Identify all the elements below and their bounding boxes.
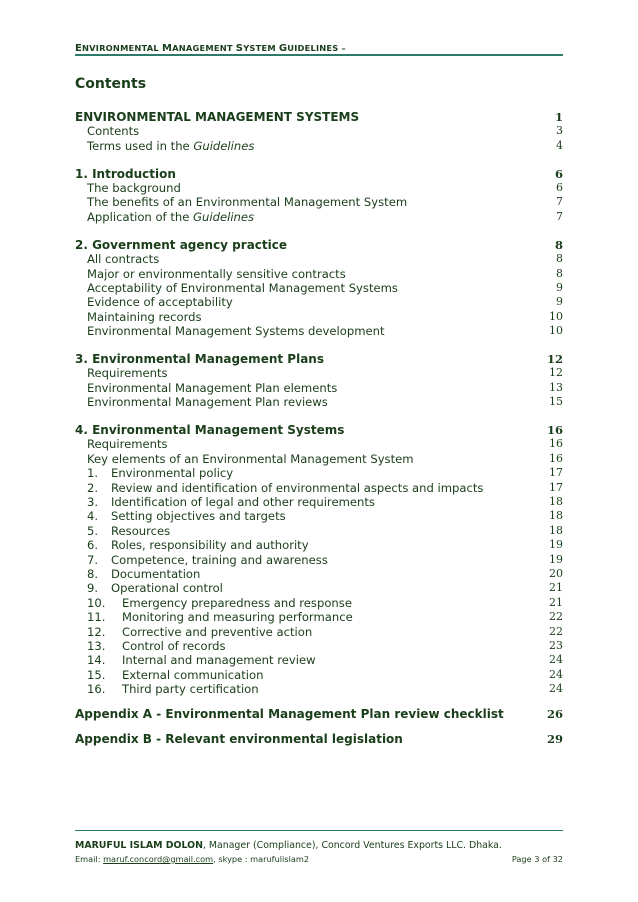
entry-number: 11. bbox=[87, 610, 106, 625]
entry-number: 8. bbox=[87, 566, 99, 581]
toc-numbered-entry[interactable] bbox=[75, 553, 563, 567]
entry-page: 17 bbox=[549, 466, 563, 480]
toc-section-heading[interactable]: 1. Introduction 6 bbox=[75, 166, 563, 181]
entry-number: 4. bbox=[87, 509, 99, 524]
toc-numbered-entry[interactable] bbox=[75, 567, 563, 581]
toc-entry[interactable]: Major or environmentally sensitive contracts 8 bbox=[87, 266, 563, 281]
toc-numbered-entry[interactable] bbox=[75, 596, 563, 610]
entry-page: 18 bbox=[549, 523, 563, 537]
toc-numbered-entry[interactable] bbox=[75, 538, 563, 552]
toc-entry[interactable]: Evidence of acceptability 9 bbox=[87, 295, 563, 310]
toc-entry[interactable]: All contracts 8 bbox=[87, 252, 563, 267]
entry-page: 21 bbox=[549, 581, 563, 595]
numbered-entries bbox=[75, 466, 563, 696]
toc-entry[interactable]: Environmental Management Plan reviews 15 bbox=[87, 395, 563, 410]
entry-number: 12. bbox=[87, 624, 106, 639]
entry-page: 20 bbox=[549, 566, 563, 580]
entry-label: Competence, training and awareness bbox=[111, 552, 328, 567]
page-number: Page 3 of 32 bbox=[511, 854, 563, 864]
entry-number: 1. bbox=[87, 466, 99, 481]
email-link[interactable]: maruf.concord@gmail.com bbox=[103, 854, 214, 864]
toc-entry[interactable]: Environmental Management Plan elements 13 bbox=[87, 380, 563, 395]
toc-appendix-a[interactable]: Appendix A - Environmental Management Plan review checklist 26 bbox=[75, 706, 563, 721]
toc-entry[interactable]: Contents 3 bbox=[87, 124, 563, 139]
toc-entry[interactable]: Key elements of an Environmental Management System 16 bbox=[87, 451, 563, 466]
entry-page: 23 bbox=[549, 638, 563, 652]
toc-numbered-entry[interactable] bbox=[75, 610, 563, 624]
entry-label: External communication bbox=[122, 667, 264, 682]
toc-section-heading[interactable]: 3. Environmental Management Plans 12 bbox=[75, 351, 563, 366]
toc-entry[interactable]: Acceptability of Environmental Management Systems 9 bbox=[87, 280, 563, 295]
entry-number: 16. bbox=[87, 682, 106, 697]
toc-section-heading[interactable]: 2. Government agency practice 8 bbox=[75, 237, 563, 252]
entry-page: 22 bbox=[549, 624, 563, 638]
entry-number: 14. bbox=[87, 653, 106, 668]
entry-page: 24 bbox=[549, 667, 563, 681]
entry-label: Third party certification bbox=[122, 682, 259, 697]
toc-numbered-entry[interactable] bbox=[75, 524, 563, 538]
running-header: ENVIRONMENTAL MANAGEMENT SYSTEM GUIDELINES – bbox=[75, 43, 346, 54]
entry-label: Monitoring and measuring performance bbox=[122, 610, 353, 625]
entry-label: Corrective and preventive action bbox=[122, 624, 313, 639]
entry-number: 2. bbox=[87, 480, 99, 495]
toc-numbered-entry[interactable] bbox=[75, 481, 563, 495]
entry-number: 6. bbox=[87, 538, 99, 553]
toc-entry[interactable]: Application of the Guidelines 7 bbox=[87, 209, 563, 224]
toc-entry[interactable]: The benefits of an Environmental Management System 7 bbox=[87, 195, 563, 210]
entry-label: Control of records bbox=[122, 638, 226, 653]
toc-entry[interactable]: Requirements 12 bbox=[87, 366, 563, 381]
entry-number: 10. bbox=[87, 595, 106, 610]
entry-label: Review and identification of environmental aspects and impacts bbox=[111, 480, 484, 495]
entry-number: 7. bbox=[87, 552, 99, 567]
entry-label: Resources bbox=[111, 523, 171, 538]
toc-numbered-entry[interactable] bbox=[75, 466, 563, 480]
entry-number: 13. bbox=[87, 638, 106, 653]
footer-rule bbox=[75, 830, 563, 831]
toc-entry[interactable]: Maintaining records 10 bbox=[87, 309, 563, 324]
table-of-contents bbox=[75, 110, 563, 746]
toc-entry[interactable]: Requirements 16 bbox=[87, 437, 563, 452]
entry-label: Environmental policy bbox=[111, 466, 234, 481]
entry-page: 24 bbox=[549, 682, 563, 696]
toc-numbered-entry[interactable] bbox=[75, 639, 563, 653]
toc-section-heading[interactable]: 4. Environmental Management Systems 16 bbox=[75, 423, 563, 438]
toc-entry[interactable]: Terms used in the Guidelines 4 bbox=[87, 138, 563, 153]
toc-numbered-entry[interactable] bbox=[75, 509, 563, 523]
entry-label: Operational control bbox=[111, 581, 223, 596]
toc-entry[interactable]: The background 6 bbox=[87, 181, 563, 196]
entry-page: 19 bbox=[549, 538, 563, 552]
entry-label: Documentation bbox=[111, 566, 201, 581]
entry-page: 17 bbox=[549, 480, 563, 494]
toc-numbered-entry[interactable] bbox=[75, 581, 563, 595]
entry-page: 19 bbox=[549, 552, 563, 566]
entry-number: 9. bbox=[87, 581, 99, 596]
entry-page: 22 bbox=[549, 610, 563, 624]
toc-numbered-entry[interactable] bbox=[75, 625, 563, 639]
entry-label: Roles, responsibility and authority bbox=[111, 538, 309, 553]
footer-contact-line: Email: maruf.concord@gmail.com, skype : marufulislam2 bbox=[75, 854, 310, 864]
entry-label: Setting objectives and targets bbox=[111, 509, 286, 524]
entry-number: 3. bbox=[87, 494, 99, 509]
header-rule bbox=[75, 54, 563, 56]
footer-author-line: MARUFUL ISLAM DOLON, Manager (Compliance), Concord Ventures Exports LLC. Dhaka. bbox=[75, 840, 502, 851]
toc-numbered-entry[interactable] bbox=[75, 668, 563, 682]
page-title: Contents bbox=[75, 76, 147, 92]
entry-label: Identification of legal and other requirements bbox=[111, 494, 375, 509]
toc-numbered-entry[interactable] bbox=[75, 653, 563, 667]
toc-entry[interactable]: Environmental Management Systems development 10 bbox=[87, 324, 563, 339]
toc-section-heading[interactable]: ENVIRONMENTAL MANAGEMENT SYSTEMS 1 bbox=[75, 110, 563, 124]
toc-appendix-b[interactable]: Appendix B - Relevant environmental legislation 29 bbox=[75, 731, 563, 746]
entry-label: Internal and management review bbox=[122, 653, 316, 668]
toc-numbered-entry[interactable] bbox=[75, 682, 563, 696]
entry-number: 15. bbox=[87, 667, 106, 682]
entry-page: 18 bbox=[549, 509, 563, 523]
entry-page: 21 bbox=[549, 595, 563, 609]
toc-numbered-entry[interactable] bbox=[75, 495, 563, 509]
entry-page: 24 bbox=[549, 653, 563, 667]
entry-page: 18 bbox=[549, 494, 563, 508]
entry-label: Emergency preparedness and response bbox=[122, 595, 352, 610]
entry-number: 5. bbox=[87, 523, 99, 538]
